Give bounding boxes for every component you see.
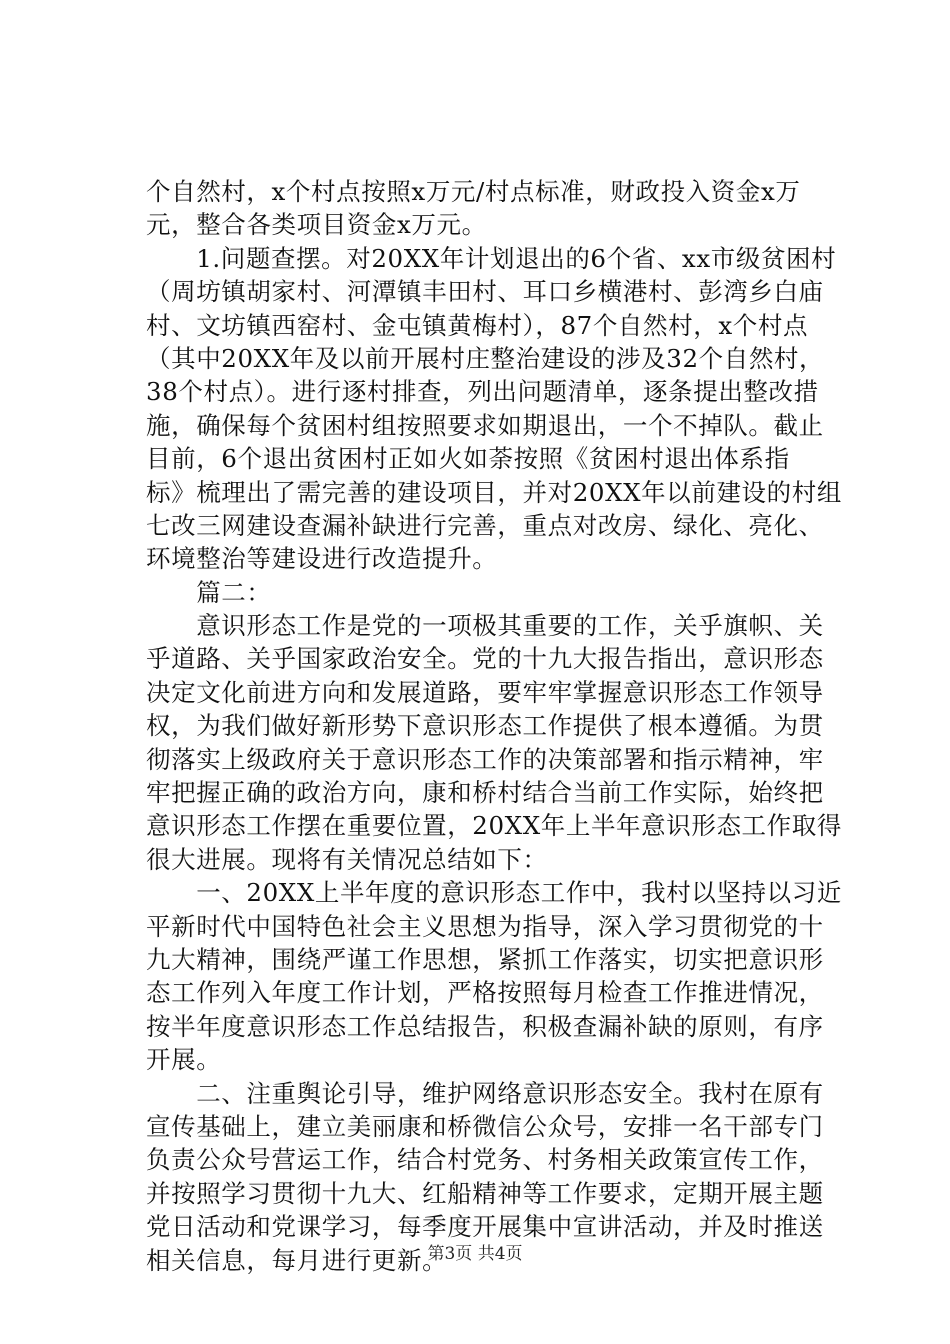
text-line: 按半年度意识形态工作总结报告，积极查漏补缺的原则，有序	[146, 1011, 824, 1041]
text-line: 七改三网建设查漏补缺进行完善，重点对改房、绿化、亮化、	[146, 510, 824, 540]
text-line: 意识形态工作摆在重要位置，20XX年上半年意识形态工作取得	[146, 811, 842, 841]
text-line: 二、注重舆论引导，维护网络意识形态安全。我村在原有	[146, 1078, 824, 1108]
text-line: 负责公众号营运工作，结合村党务、村务相关政策宣传工作，	[146, 1145, 824, 1175]
section-heading: 篇二：	[146, 577, 272, 607]
text-line: 很大进展。现将有关情况总结如下：	[146, 844, 548, 874]
text-line: 一、20XX上半年度的意识形态工作中，我村以坚持以习近	[146, 878, 842, 908]
document-body	[146, 175, 850, 1277]
text-line: 平新时代中国特色社会主义思想为指导，深入学习贯彻党的十	[146, 911, 824, 941]
text-line: 态工作列入年度工作计划，严格按照每月检查工作推进情况，	[146, 978, 824, 1008]
text-line: 环境整治等建设进行改造提升。	[146, 544, 498, 574]
text-line: 九大精神，围绕严谨工作思想，紧抓工作落实，切实把意识形	[146, 944, 824, 974]
text-line: 1.问题查摆。对20XX年计划退出的6个省、xx市级贫困村	[146, 243, 837, 273]
text-line: 党日活动和党课学习，每季度开展集中宣讲活动，并及时推送	[146, 1212, 824, 1242]
text-line: 牢把握正确的政治方向，康和桥村结合当前工作实际，始终把	[146, 778, 824, 808]
text-line: 个自然村，x个村点按照x万元/村点标准，财政投入资金x万	[146, 177, 801, 206]
text-line: 乎道路、关乎国家政治安全。党的十九大报告指出，意识形态	[146, 644, 824, 674]
text-line: 彻落实上级政府关于意识形态工作的决策部署和指示精神，牢	[146, 744, 824, 774]
text-line: 施，确保每个贫困村组按照要求如期退出，一个不掉队。截止	[146, 410, 824, 440]
text-line: 意识形态工作是党的一项极其重要的工作，关乎旗帜、关	[146, 611, 824, 641]
text-line: 元，整合各类项目资金x万元。	[146, 210, 487, 240]
text-line: 相关信息，每月进行更新。	[146, 1245, 448, 1275]
text-line: 决定文化前进方向和发展道路，要牢牢掌握意识形态工作领导	[146, 677, 824, 707]
text-line: 标》梳理出了需完善的建设项目，并对20XX年以前建设的村组	[146, 477, 842, 507]
text-line: 目前，6个退出贫困村正如火如荼按照《贫困村退出体系指	[146, 444, 790, 474]
text-line: 并按照学习贯彻十九大、红船精神等工作要求，定期开展主题	[146, 1178, 824, 1208]
text-line: 38个村点）。进行逐村排查，列出问题清单，逐条提出整改措	[146, 377, 819, 407]
text-line: 开展。	[146, 1045, 222, 1075]
text-line: 权，为我们做好新形势下意识形态工作提供了根本遵循。为贯	[146, 711, 824, 741]
text-line: 宣传基础上，建立美丽康和桥微信公众号，安排一名干部专门	[146, 1111, 824, 1141]
text-line: 村、文坊镇西窑村、金屯镇黄梅村），87个自然村，x个村点	[146, 310, 809, 340]
text-line: （周坊镇胡家村、河潭镇丰田村、耳口乡横港村、彭湾乡白庙	[146, 277, 824, 307]
text-line: （其中20XX年及以前开展村庄整治建设的涉及32个自然村，	[146, 343, 825, 373]
page-number: 第3页 共4页	[427, 1244, 523, 1264]
